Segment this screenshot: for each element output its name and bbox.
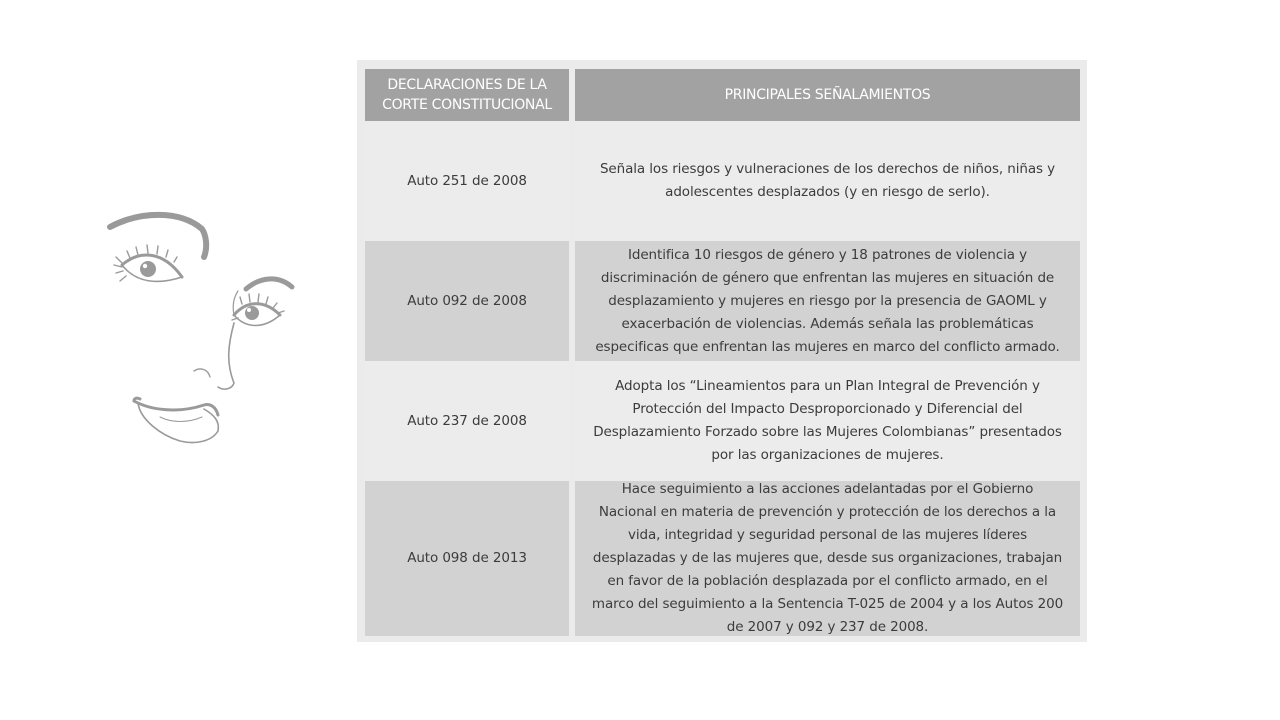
right-eye-icon — [232, 291, 284, 326]
mouth-icon — [134, 398, 218, 442]
table-row-description-cell — [575, 121, 1080, 241]
table-row-description-cell — [575, 241, 1080, 361]
woman-face-illustration — [100, 205, 300, 450]
table-row-auto-cell — [365, 241, 569, 361]
table-row-auto-cell — [365, 121, 569, 241]
header-senalamientos-label: PRINCIPALES SEÑALAMIENTOS — [724, 87, 931, 103]
auto-label: Auto 237 de 2008 — [407, 412, 527, 429]
table-row-auto-cell — [365, 361, 569, 481]
header-declaraciones — [365, 69, 569, 121]
auto-label: Auto 092 de 2008 — [407, 292, 527, 309]
description-text: Señala los riesgos y vulneraciones de los derechos de niños, niñas y adolescentes desplazados (y en riesgo de serlo). — [599, 161, 1056, 200]
autos-table — [365, 69, 1080, 636]
autos-table-panel — [357, 60, 1087, 642]
table-row-auto-cell — [365, 481, 569, 636]
table-row-description-cell — [575, 481, 1080, 636]
nose-icon — [218, 323, 234, 389]
description-text: Identifica 10 riesgos de género y 18 patrones de violencia y discriminación de género que enfrentan las mujeres en situación de desplazamiento y mujeres en riesgo por la presencia de GAOML y exacerbación de violencias. Además señala las problemáticas especificas que enfrentan las mujeres en marco del conflicto armado. — [595, 246, 1060, 355]
description-text: Hace seguimiento a las acciones adelantadas por el Gobierno Nacional en materia de prevención y protección de los derechos a la vida, integridad y seguridad personal de las mujeres líderes desplazadas y de las mujeres que, desde sus organizaciones, trabajan en favor de la población desplazada por el conflicto armado, en el marco del seguimiento a la Sentencia T-025 de 2004 y a los Autos 200 de 2007 y 092 y 237 de 2008. — [591, 481, 1064, 635]
left-eye-icon — [114, 245, 182, 281]
header-declaraciones-label: DECLARACIONES DE LA CORTE CONSTITUCIONAL — [382, 77, 552, 113]
right-eyebrow-icon — [246, 279, 292, 289]
header-senalamientos — [575, 69, 1080, 121]
auto-label: Auto 098 de 2013 — [407, 550, 527, 566]
auto-label: Auto 251 de 2008 — [407, 172, 527, 189]
table-row-description-cell — [575, 361, 1080, 481]
description-text: Adopta los “Lineamientos para un Plan Integral de Prevención y Protección del Impacto Desproporcionado y Diferencial del Desplazamiento Forzado sobre las Mujeres Colombianas” presentados por las organizaciones de mujeres. — [593, 378, 1062, 463]
